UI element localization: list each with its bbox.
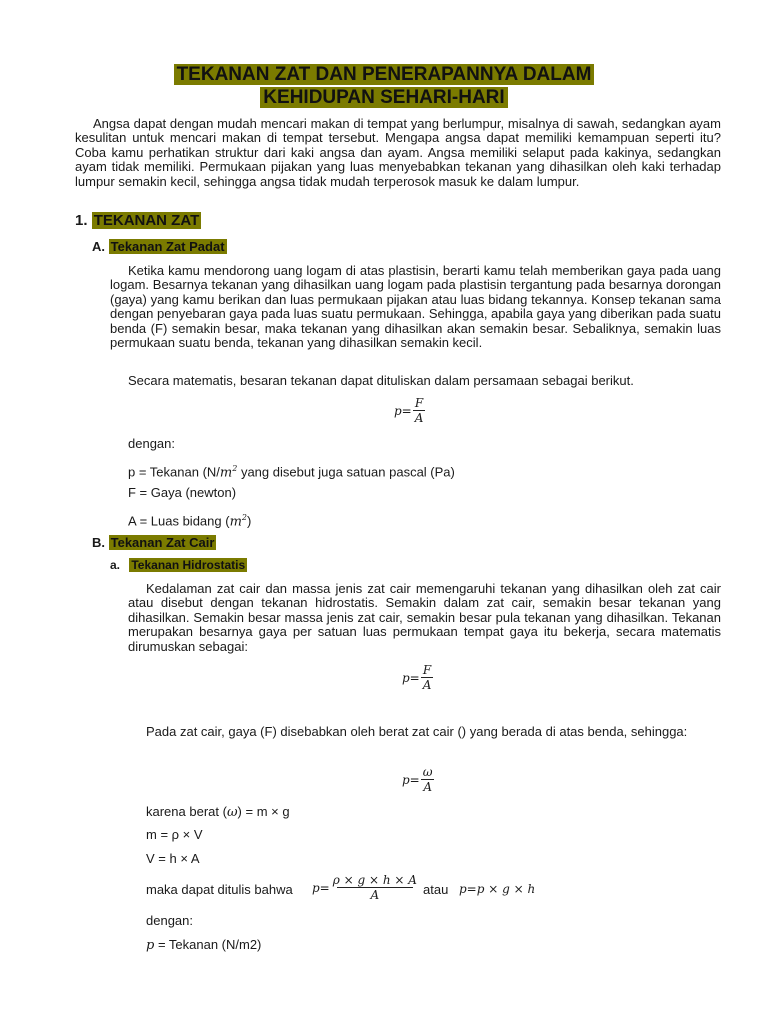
pressure-formula: p= $\frac{F}{A}$ (394, 396, 424, 425)
math-intro-text: Secara matematis, besaran tekanan dapat dituliskan dalam persamaan sebagai berikut. (128, 373, 634, 388)
title-line-1: TEKANAN ZAT DAN PENERAPANNYA DALAM (0, 64, 768, 86)
subsection-b-letter: B. (92, 535, 105, 550)
volume-definition: V = h × A (146, 851, 200, 866)
section-1-number: 1. (75, 212, 88, 229)
subsection-a-heading (92, 239, 227, 254)
subsection-a-title: Tekanan Zat Padat (110, 239, 225, 254)
definition-p-hydrostatic: p = Tekanan (N/m2) (146, 937, 262, 953)
dengan-label-2: dengan: (146, 913, 193, 928)
weight-definition: karena berat (ω) = m × g (146, 804, 290, 820)
dengan-label: dengan: (128, 436, 175, 451)
section-1-heading (75, 212, 201, 229)
hydrostatic-derivation-formula: p= $\frac{\rho \times g \times h \times A}{A}$ (312, 873, 417, 902)
section-1-title: TEKANAN ZAT (93, 212, 200, 229)
subsection-a-letter: A. (92, 239, 105, 254)
weight-pressure-formula: p= $\frac{\omega}{A}$ (402, 765, 433, 794)
hydrostatic-formula: p=p × g × h (459, 882, 536, 896)
definition-f: F = Gaya (newton) (128, 485, 237, 500)
mass-definition: m = ρ × V (146, 827, 203, 842)
maka-text: maka dapat ditulis bahwa (146, 882, 293, 897)
subsection-b-a-letter: a. (110, 558, 121, 572)
definition-p: p = Tekanan ($N/m^2$ yang disebut juga satuan pascal (Pa) (128, 464, 455, 481)
hydrostatic-paragraph: Kedalaman zat cair dan massa jenis zat cair memengaruhi tekanan yang dihasilkan oleh zat cair atau disebut dengan tekanan hidrostatis. Semakin dalam zat cair, semakin besar tekanan yang dihasilkan. Semakin besar massa jenis zat cair, semakin besar pula tekanan yang dihasilkan. Tekanan merupakan besarnya gaya per satuan luas permukaan tempat gaya itu bekerja, secara matematis dirumuskan sebagai: (128, 581, 721, 654)
subsection-b-title: Tekanan Zat Cair (110, 535, 215, 550)
subsection-b-a-title: Tekanan Hidrostatis (131, 558, 246, 572)
title-line-2: KEHIDUPAN SEHARI-HARI (0, 87, 768, 109)
liquid-force-paragraph: Pada zat cair, gaya (F) disebabkan oleh berat zat cair () yang berada di atas benda, sehingga: (146, 724, 688, 739)
solid-pressure-paragraph: Ketika kamu mendorong uang logam di atas plastisin, berarti kamu telah memberikan gaya pada uang logam. Besarnya tekanan yang dihasilkan uang logam pada plastisin tergantung pada besarnya dorongan (gaya) yang kamu berikan dan luas permukaan pijakan atau luas bidang tekannya. Konsep tekanan sama dengan penyebaran gaya pada luas suatu permukaan. Sehingga, apabila gaya yang diberikan pada suatu benda (F) semakin besar, maka tekanan yang dihasilkan akan semakin besar. Sebaliknya, semakin luas permukaan suatu benda, tekanan yang dihasilkan semakin kecil. (110, 263, 721, 351)
pressure-formula-2: p= $\frac{F}{A}$ (402, 663, 432, 692)
subsection-b-heading (92, 535, 216, 550)
subsection-b-a-heading (110, 558, 247, 572)
atau-text: atau (423, 882, 449, 897)
intro-paragraph: Angsa dapat dengan mudah mencari makan di tempat yang berlumpur, misalnya di sawah, sedangkan ayam kesulitan untuk mencari makan di tempat tersebut. Mengapa angsa dapat memiliki kemampuan seperti itu? Coba kamu perhatikan struktur dari kaki angsa dan ayam. Angsa memiliki selaput pada kakinya, sedangkan ayam tidak memiliki. Permukaan pijakan yang luas menyebabkan tekanan yang dihasilkan oleh kaki terhadap lumpur semakin kecil, sehingga angsa tidak mudah terperosok masuk ke dalam lumpur. (75, 116, 721, 189)
definition-a: A = Luas bidang $(m^2)$ (128, 513, 252, 530)
